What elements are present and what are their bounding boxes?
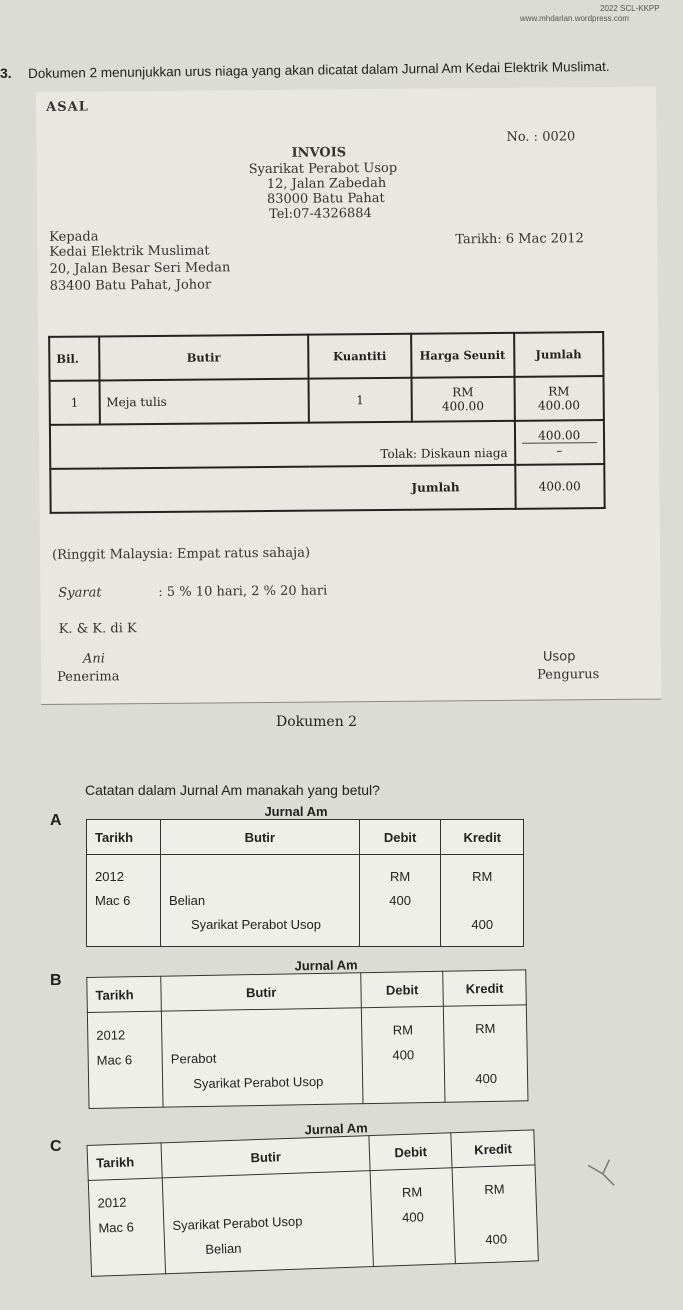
option-c-table [87, 1129, 539, 1277]
option-a-debit-unit: RM [389, 868, 411, 884]
invoice-date: Tarikh: 6 Mac 2012 [455, 231, 584, 248]
option-a-date-cell [87, 855, 161, 947]
header-harga: Harga Seunit [411, 333, 514, 378]
option-c-debit-account: Syarikat Perabot Usop [172, 1213, 303, 1234]
option-b-date: Mac 6 [96, 1052, 133, 1068]
option-a-letter[interactable]: A [50, 812, 62, 829]
option-b-header-debit: Debit [361, 971, 444, 1007]
seller-phone: Tel:07-4326884 [269, 206, 372, 222]
header-butir: Butir [99, 335, 309, 381]
item-jumlah [514, 376, 604, 421]
option-b-debit-account: Perabot [170, 1050, 217, 1067]
errors-omissions: K. & K. di K [58, 621, 137, 637]
buyer-address-1: 20, Jalan Besar Seri Medan [49, 260, 231, 277]
option-a-debit-value: 400 [389, 892, 411, 908]
option-c-credit-unit: RM [484, 1181, 505, 1198]
option-b-butir-cell [162, 1008, 364, 1107]
option-b-credit-cell [444, 1005, 528, 1102]
item-kuantiti: 1 [308, 378, 411, 423]
header-jumlah: Jumlah [514, 332, 604, 377]
option-c-debit-unit: RM [401, 1184, 423, 1201]
terms-value: : 5 % 10 hari, 2 % 20 hari [158, 583, 328, 600]
receiver-label: Penerima [57, 669, 120, 685]
invoice-table [48, 331, 606, 514]
option-c-year: 2012 [97, 1194, 127, 1211]
amount-in-words: (Ringgit Malaysia: Empat ratus sahaja) [51, 545, 311, 563]
invoice-item-row [50, 376, 604, 425]
option-c-header-tarikh: Tarikh [87, 1143, 162, 1181]
option-b-credit-account: Syarikat Perabot Usop [193, 1073, 324, 1092]
source-url: www.mhdarlan.wordpress.com [520, 14, 629, 23]
option-c-date-cell [88, 1178, 165, 1277]
option-b-year: 2012 [96, 1027, 126, 1043]
seller-address-2: 83000 Batu Pahat [266, 190, 385, 207]
option-b-letter[interactable]: B [50, 972, 62, 989]
option-b-table [86, 969, 528, 1109]
header-kuantiti: Kuantiti [308, 334, 411, 379]
option-c-debit-value: 400 [401, 1209, 425, 1226]
option-a-year: 2012 [95, 868, 124, 884]
option-a-credit-unit: RM [472, 868, 493, 884]
option-c-butir-cell [162, 1171, 373, 1274]
question-prompt: Catatan dalam Jurnal Am manakah yang betul? [85, 782, 380, 798]
total-value: 400.00 [515, 464, 605, 509]
option-a-credit-cell [441, 855, 524, 947]
total-label: Jumlah [50, 465, 515, 513]
invoice-number: No. : 0020 [506, 129, 576, 145]
option-b-debit-value: 400 [392, 1047, 415, 1063]
option-b-title: Jurnal Am [294, 957, 358, 974]
item-bil: 1 [50, 380, 100, 424]
discount-label: Tolak: Diskaun niaga [50, 421, 515, 469]
option-c-credit-cell [452, 1165, 538, 1264]
option-b-credit-unit: RM [475, 1020, 496, 1037]
harga-value: 400.00 [441, 399, 484, 414]
manager-label: Pengurus [537, 667, 600, 683]
option-a-title: Jurnal Am [264, 804, 328, 819]
option-b-header-kredit: Kredit [443, 970, 526, 1006]
option-c-debit-cell [370, 1168, 455, 1267]
item-harga [411, 377, 514, 422]
discount-cell [514, 420, 604, 465]
invoice-title: INVOIS [291, 145, 347, 161]
option-c-letter[interactable]: C [50, 1138, 62, 1155]
option-a-header-tarikh: Tarikh [87, 820, 161, 855]
year-code: 2022 SCL-KKPP [600, 4, 660, 13]
option-c-journal [86, 1114, 539, 1277]
question-number: 3. [0, 65, 12, 81]
option-b-debit-unit: RM [392, 1022, 414, 1038]
option-b-journal [86, 954, 528, 1109]
option-c-header-debit: Debit [369, 1133, 452, 1171]
option-b-credit-value: 400 [475, 1070, 498, 1087]
option-a-date: Mac 6 [95, 892, 131, 908]
question-text: Dokumen 2 menunjukkan urus niaga yang akan dicatat dalam Jurnal Am Kedai Elektrik Muslimat. [28, 58, 610, 81]
option-b-debit-cell [361, 1006, 445, 1103]
document-label: ASAL [46, 99, 89, 115]
harga-unit: RM [452, 385, 474, 400]
receiver-signature: Ani [82, 651, 105, 667]
jumlah-unit: RM [548, 384, 570, 399]
option-a-credit-account: Syarikat Perabot Usop [190, 916, 322, 932]
subtotal-value: 400.00 [521, 428, 597, 444]
cross-mark-icon [585, 1155, 621, 1201]
option-b-header-tarikh: Tarikh [87, 976, 162, 1012]
seller-name: Syarikat Perabot Usop [248, 160, 398, 178]
option-c-date: Mac 6 [98, 1219, 135, 1236]
to-label: Kepada [49, 229, 99, 245]
item-butir: Meja tulis [99, 379, 309, 425]
discount-value: – [556, 442, 563, 457]
invoice-document [36, 87, 661, 705]
option-a-journal [86, 804, 524, 947]
option-b-date-cell [87, 1011, 163, 1108]
option-a-debit-account: Belian [168, 892, 206, 908]
manager-signature: Usop [542, 649, 576, 665]
document-caption: Dokumen 2 [276, 714, 358, 730]
option-a-header-kredit: Kredit [441, 820, 524, 855]
seller-address-1: 12, Jalan Zabedah [266, 175, 387, 192]
buyer-address-2: 83400 Batu Pahat, Johor [49, 277, 212, 294]
header-bil: Bil. [49, 336, 99, 380]
option-c-header-butir: Butir [161, 1136, 370, 1178]
option-c-credit-account: Belian [205, 1240, 242, 1257]
option-a-credit-value: 400 [471, 916, 494, 932]
option-a-table [86, 819, 524, 947]
option-a-header-debit: Debit [359, 820, 441, 855]
option-b-header-butir: Butir [161, 973, 362, 1011]
terms-label: Syarat [58, 585, 102, 601]
option-c-title: Jurnal Am [304, 1120, 368, 1138]
total-row [50, 464, 604, 513]
jumlah-value: 400.00 [537, 398, 581, 413]
option-a-header-butir: Butir [160, 820, 359, 855]
buyer-name: Kedai Elektrik Muslimat [49, 243, 210, 260]
option-a-debit-cell [359, 855, 441, 947]
invoice-table-header [49, 332, 603, 381]
option-c-credit-value: 400 [485, 1231, 508, 1248]
option-a-butir-cell [160, 855, 359, 947]
discount-row [50, 420, 604, 469]
option-c-header-kredit: Kredit [451, 1130, 535, 1168]
